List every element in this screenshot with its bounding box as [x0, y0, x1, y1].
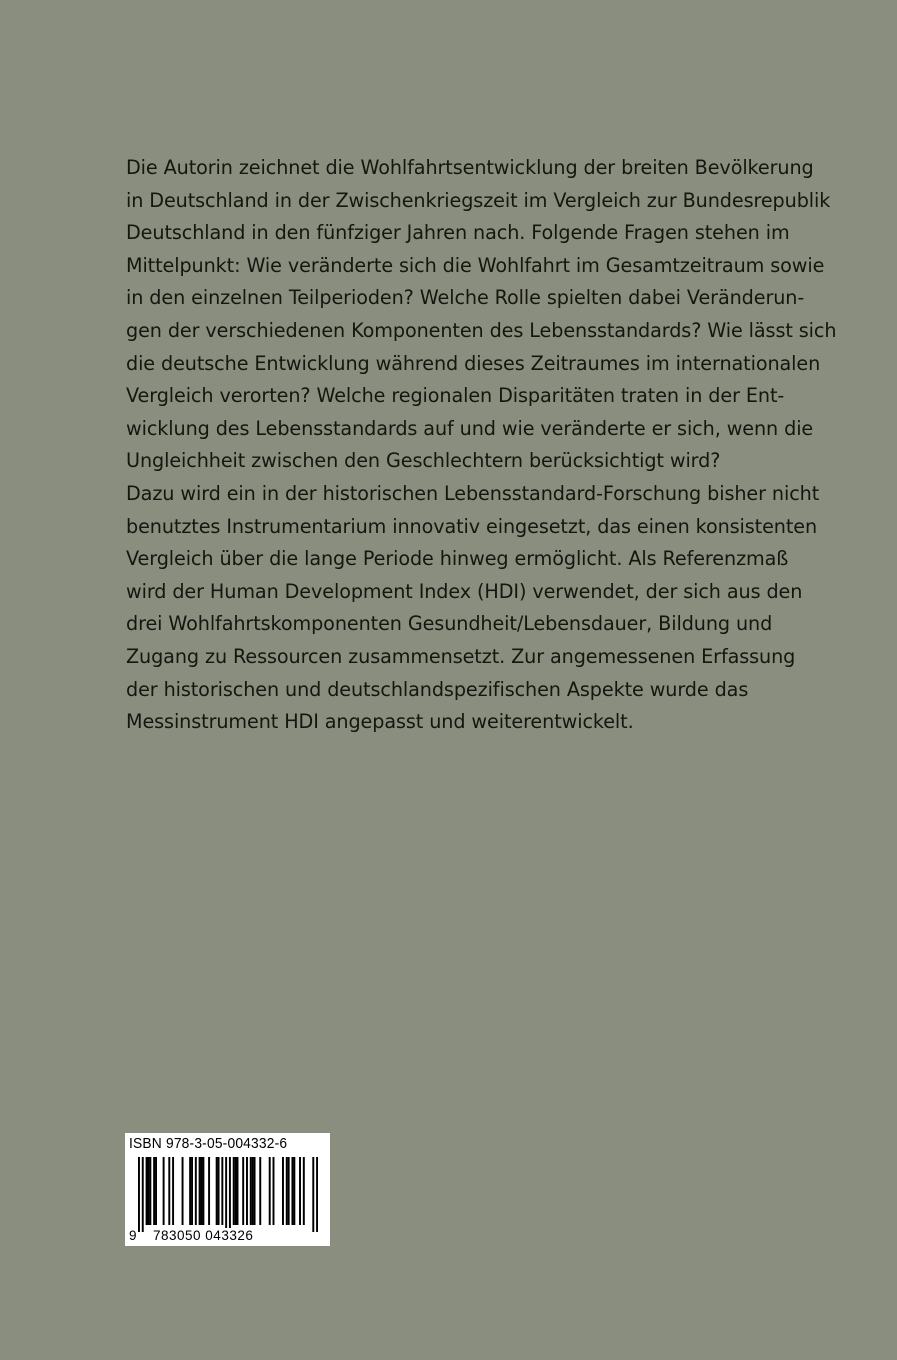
blurb-line: der historischen und deutschlandspezifischen Aspekte wurde das [126, 677, 749, 701]
barcode-bar [168, 1157, 170, 1225]
barcode-bar [216, 1157, 218, 1225]
barcode-bar [288, 1157, 290, 1225]
blurb-line: gen der verschiedenen Komponenten des Lebensstandards? Wie lässt sich [126, 318, 837, 342]
blurb-line: Mittelpunkt: Wie veränderte sich die Wohlfahrt im Gesamtzeitraum sowie [126, 253, 825, 277]
barcode-bar [147, 1157, 149, 1225]
isbn-label: ISBN 978-3-05-004332-6 [129, 1135, 288, 1152]
barcode-guard-bar [312, 1157, 314, 1232]
barcode-bar [146, 1157, 148, 1225]
blurb-line: Dazu wird ein in der historischen Lebensstandard-Forschung bisher nicht [126, 481, 820, 505]
barcode-bar [195, 1157, 197, 1225]
barcode-bar [246, 1157, 248, 1225]
barcode-bar [182, 1157, 184, 1225]
barcode-bar [172, 1157, 174, 1225]
barcode-bar [286, 1157, 288, 1225]
barcode-bar [273, 1157, 275, 1225]
barcode-bar [208, 1157, 210, 1225]
blurb-line: benutztes Instrumentarium innovativ eingesetzt, das einen konsistenten [126, 514, 818, 538]
barcode-guard-bar [229, 1157, 231, 1232]
barcode-bar [221, 1157, 223, 1225]
barcode-bars [138, 1157, 318, 1232]
blurb-line: Die Autorin zeichnet die Wohlfahrtsentwicklung der breiten Bevölkerung [126, 156, 814, 179]
back-cover-blurb [126, 152, 837, 739]
blurb-line: Vergleich über die lange Periode hinweg ermöglicht. Als Referenzmaß [126, 547, 789, 571]
barcode-bar [218, 1157, 220, 1225]
blurb-line: in Deutschland in der Zwischenkriegszeit im Vergleich zur Bundesrepublik [126, 188, 831, 212]
barcode-bar [269, 1157, 271, 1225]
barcode-bar [155, 1157, 157, 1225]
barcode-bar [191, 1157, 193, 1225]
blurb-line: wird der Human Development Index (HDI) verwendet, der sich aus den [126, 579, 803, 603]
barcode-bar [252, 1157, 254, 1225]
blurb-line: Messinstrument HDI angepasst und weiterentwickelt. [126, 710, 634, 734]
barcode-guard-bar [138, 1157, 140, 1232]
barcode-guard-bar [316, 1157, 318, 1232]
barcode-bar [282, 1157, 284, 1225]
barcode-bar [299, 1157, 301, 1225]
blurb-line: in den einzelnen Teilperioden? Welche Rolle spielten dabei Veränderun- [126, 286, 805, 310]
barcode-bar [250, 1157, 252, 1225]
blurb-line: wicklung des Lebensstandards auf und wie veränderte er sich, wenn die [126, 416, 814, 440]
blurb-line: die deutsche Entwicklung während dieses Zeitraumes im internationalen [126, 351, 821, 375]
barcode-bar [233, 1157, 235, 1225]
blurb-line: Ungleichheit zwischen den Geschlechtern berücksichtigt wird? [126, 449, 721, 473]
barcode-bar [293, 1157, 295, 1225]
barcode-bar [189, 1157, 191, 1225]
barcode-bar [153, 1157, 155, 1225]
isbn-barcode [125, 1133, 330, 1246]
barcode-bar [303, 1157, 305, 1225]
barcode-bar [259, 1157, 261, 1225]
ean-first-digit: 9 [129, 1228, 137, 1243]
barcode-bar [237, 1157, 239, 1225]
barcode-bar [202, 1157, 204, 1225]
barcode-bar [235, 1157, 237, 1225]
blurb-line: Deutschland in den fünfziger Jahren nach. Folgende Fragen stehen im [126, 221, 790, 245]
blurb-line: drei Wohlfahrtskomponenten Gesundheit/Lebensdauer, Bildung und [126, 612, 773, 636]
barcode-bar [291, 1157, 293, 1225]
barcode-bar [149, 1157, 151, 1225]
ean-digits: 783050 043326 [153, 1228, 254, 1243]
barcode-bar [199, 1157, 201, 1225]
barcode-bar [254, 1157, 256, 1225]
barcode-bar [163, 1157, 165, 1225]
barcode-guard-bar [225, 1157, 227, 1232]
barcode-guard-bar [142, 1157, 144, 1232]
barcode-bar [201, 1157, 203, 1225]
blurb-line: Vergleich verorten? Welche regionalen Disparitäten traten in der Ent- [126, 384, 785, 408]
blurb-line: Zugang zu Ressourcen zusammensetzt. Zur angemessenen Erfassung [126, 644, 796, 668]
barcode-bar [242, 1157, 244, 1225]
